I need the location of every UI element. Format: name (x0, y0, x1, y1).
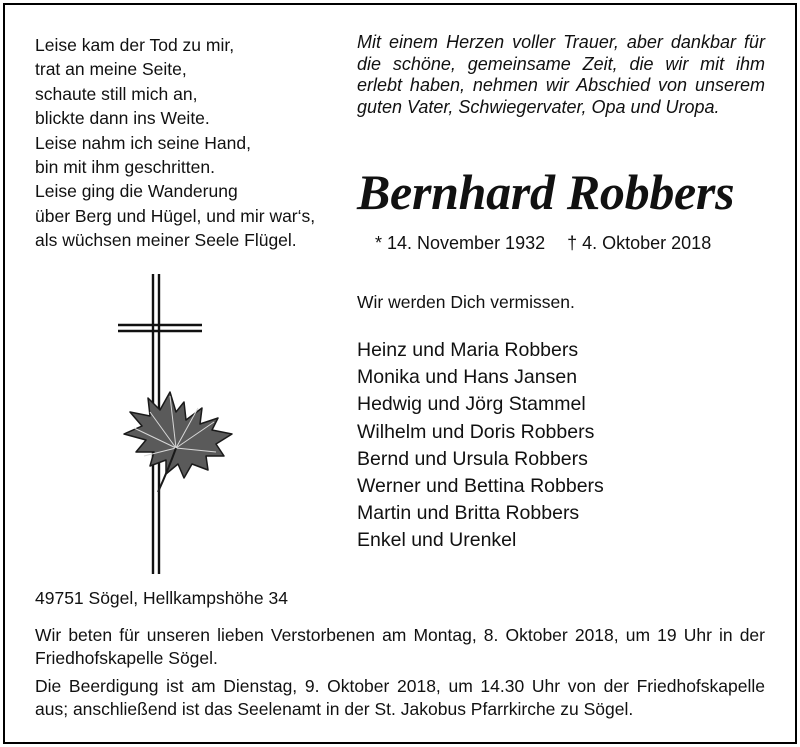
miss-line: Wir werden Dich vermissen. (357, 292, 575, 312)
address: 49751 Sögel, Hellkampshöhe 34 (35, 588, 288, 608)
poem-line: trat an meine Seite, (35, 59, 187, 80)
poem-line: Leise ging die Wanderung (35, 181, 238, 202)
family-member: Hedwig und Jörg Stammel (357, 393, 586, 416)
deceased-name: Bernhard Robbers (357, 164, 735, 220)
poem-line: Leise kam der Tod zu mir, (35, 35, 235, 55)
family-member: Martin und Britta Robbers (357, 502, 580, 525)
poem-line: als wüchsen meiner Seele Flügel. (35, 230, 297, 251)
intro-text: Mit einem Herzen voller Trauer, aber dankbar für die schöne, gemeinsame Zeit, die wir mit ihm erlebt haben, nehmen wir Abschied von unserem guten Vater, Schwiegervater, Opa und Uropa. (357, 32, 765, 117)
prayer-notice: Wir beten für unseren lieben Verstorbenen am Montag, 8. Oktober 2018, um 19 Uhr in der Friedhofskapelle Sögel. (35, 625, 765, 668)
poem-line: schaute still mich an, (35, 83, 198, 104)
family-member: Heinz und Maria Robbers (357, 339, 579, 361)
poem-line: über Berg und Hügel, und mir war‘s, (35, 205, 316, 226)
family-member: Bernd und Ursula Robbers (357, 447, 588, 470)
funeral-notice: Die Beerdigung ist am Dienstag, 9. Oktober 2018, um 14.30 Uhr von der Friedhofskapelle aus; anschließend ist das Seelenamt in der St. Jakobus Pfarrkirche zu Sögel. (35, 676, 765, 719)
family-member: Wilhelm und Doris Robbers (357, 420, 595, 443)
maple-leaf-icon (124, 392, 232, 492)
poem-line: Leise nahm ich seine Hand, (35, 132, 251, 153)
family-member: Enkel und Urenkel (357, 529, 517, 552)
death-date: † 4. Oktober 2018 (567, 233, 712, 253)
poem (35, 33, 315, 253)
cross-leaf-emblem (112, 270, 242, 580)
life-dates (375, 232, 711, 254)
poem-line: bin mit ihm geschritten. (35, 157, 215, 178)
poem-line: blickte dann ins Weite. (35, 108, 210, 129)
family-list (357, 337, 604, 555)
family-member: Monika und Hans Jansen (357, 366, 578, 389)
family-member: Werner und Bettina Robbers (357, 475, 604, 498)
birth-date: * 14. November 1932 (375, 233, 546, 253)
